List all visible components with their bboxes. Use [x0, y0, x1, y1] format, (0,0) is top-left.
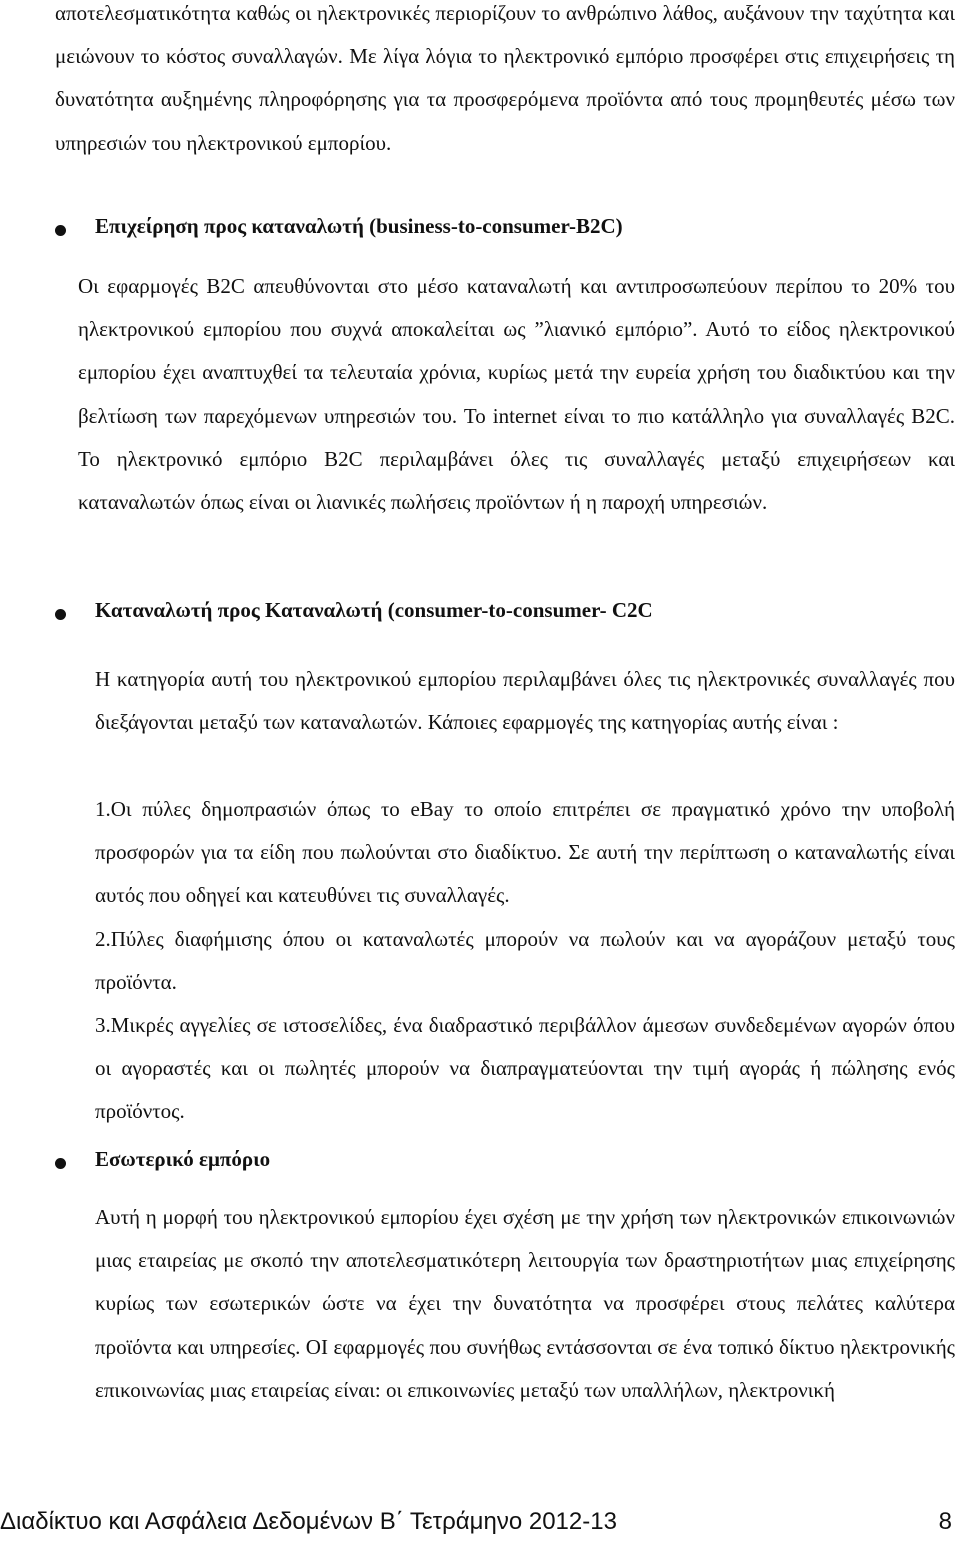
c2c-paragraph: Η κατηγορία αυτή του ηλεκτρονικού εμπορίου περιλαμβάνει όλες τις ηλεκτρονικές συναλλαγές που διεξάγονται μεταξύ των καταναλωτών. Κάποιες εφαρμογές της κατηγορίας αυτής είναι :	[95, 667, 955, 735]
heading-b2c	[95, 214, 623, 239]
heading-c2c	[95, 598, 653, 623]
heading-c2c-greek: Καταναλωτή προς Καταναλωτή	[95, 598, 383, 622]
c2c-list-item-2: 2.Πύλες διαφήμισης όπου οι καταναλωτές μπορούν να πωλούν και να αγοράζουν μεταξύ τους προϊόντα.	[95, 927, 955, 995]
bullet-c2c	[55, 609, 66, 620]
c2c-list-item-3: 3.Μικρές αγγελίες σε ιστοσελίδες, ένα διαδραστικό περιβάλλον άμεσων συνδεδεμένων αγορών όπου οι αγοραστές και οι πωλητές μπορούν να διαπραγματεύονται την τιμή αγοράς ή πώλησης ενός προϊόντος.	[95, 1013, 955, 1124]
internal-paragraph: Αυτή η μορφή του ηλεκτρονικού εμπορίου έχει σχέση με την χρήση των ηλεκτρονικών επικοινωνιών μιας εταιρείας με σκοπό την αποτελεσματικότερη λειτουργία των δραστηριοτήτων μιας επιχείρησης κυρίως των εσωτερικών ώστε να έχει την δυνατότητα να προσφέρει στους πελάτες καλύτερα προϊόντα και υπηρεσίες. ΟΙ εφαρμογές που συνήθως εντάσσονται σε ένα τοπικό δίκτυο ηλεκτρονικής επικοινωνίας μιας εταιρείας είναι: οι επικοινωνίες μεταξύ των υπαλλήλων, ηλεκτρονική	[95, 1205, 955, 1402]
footer-title: Διαδίκτυο και Ασφάλεια Δεδομένων Β΄ Τετράμηνο 2012-13	[0, 1508, 617, 1535]
heading-b2c-greek: Επιχείρηση προς καταναλωτή	[95, 214, 364, 238]
heading-internal: Εσωτερικό εμπόριο	[95, 1147, 271, 1171]
b2c-paragraph: Οι εφαρμογές B2C απευθύνονται στο μέσο καταναλωτή και αντιπροσωπεύουν περίπου το 20% του ηλεκτρονικού εμπορίου που συχνά αποκαλείται ως ”λιανικό εμπόριο”. Αυτό το είδος ηλεκτρονικού εμπορίου έχει αναπτυχθεί τα τελευταία χρόνια, κυρίως μετά την ευρεία χρήση του διαδικτύου και την βελτίωση των παρεχόμενων υπηρεσιών του. Το internet είναι το πιο κατάλληλο για συναλλαγές B2C. Το ηλεκτρονικό εμπόριο B2C περιλαμβάνει όλες τις συναλλαγές μεταξύ επιχειρήσεων και καταναλωτών όπως είναι οι λιανικές πωλήσεις προϊόντων ή η παροχή υπηρεσιών.	[78, 274, 955, 515]
heading-b2c-latin: (business-to-consumer-B2C)	[363, 214, 623, 238]
bullet-internal	[55, 1158, 66, 1169]
bullet-b2c	[55, 225, 66, 236]
page-number: 8	[938, 1508, 952, 1535]
heading-c2c-latin: (consumer-to-consumer- C2C	[382, 598, 653, 622]
intro-paragraph: αποτελεσματικότητα καθώς οι ηλεκτρονικές περιορίζουν το ανθρώπινο λάθος, αυξάνουν την ταχύτητα και μειώνουν το κόστος συναλλαγών. Με λίγα λόγια το ηλεκτρονικό εμπόριο προσφέρει στις επιχειρήσεις τη δυνατότητα αυξημένης πληροφόρησης για τα προσφερόμενα προϊόντα από τους προμηθευτές μέσω των υπηρεσιών του ηλεκτρονικού εμπορίου.	[55, 1, 955, 155]
c2c-list-item-1: 1.Οι πύλες δημοπρασιών όπως το eBay το οποίο επιτρέπει σε πραγματικό χρόνο την υποβολή προσφορών για τα είδη που πωλούνται στο διαδίκτυο. Σε αυτή την περίπτωση ο καταναλωτής είναι αυτός που οδηγεί και κατευθύνει τις συναλλαγές.	[95, 797, 955, 908]
